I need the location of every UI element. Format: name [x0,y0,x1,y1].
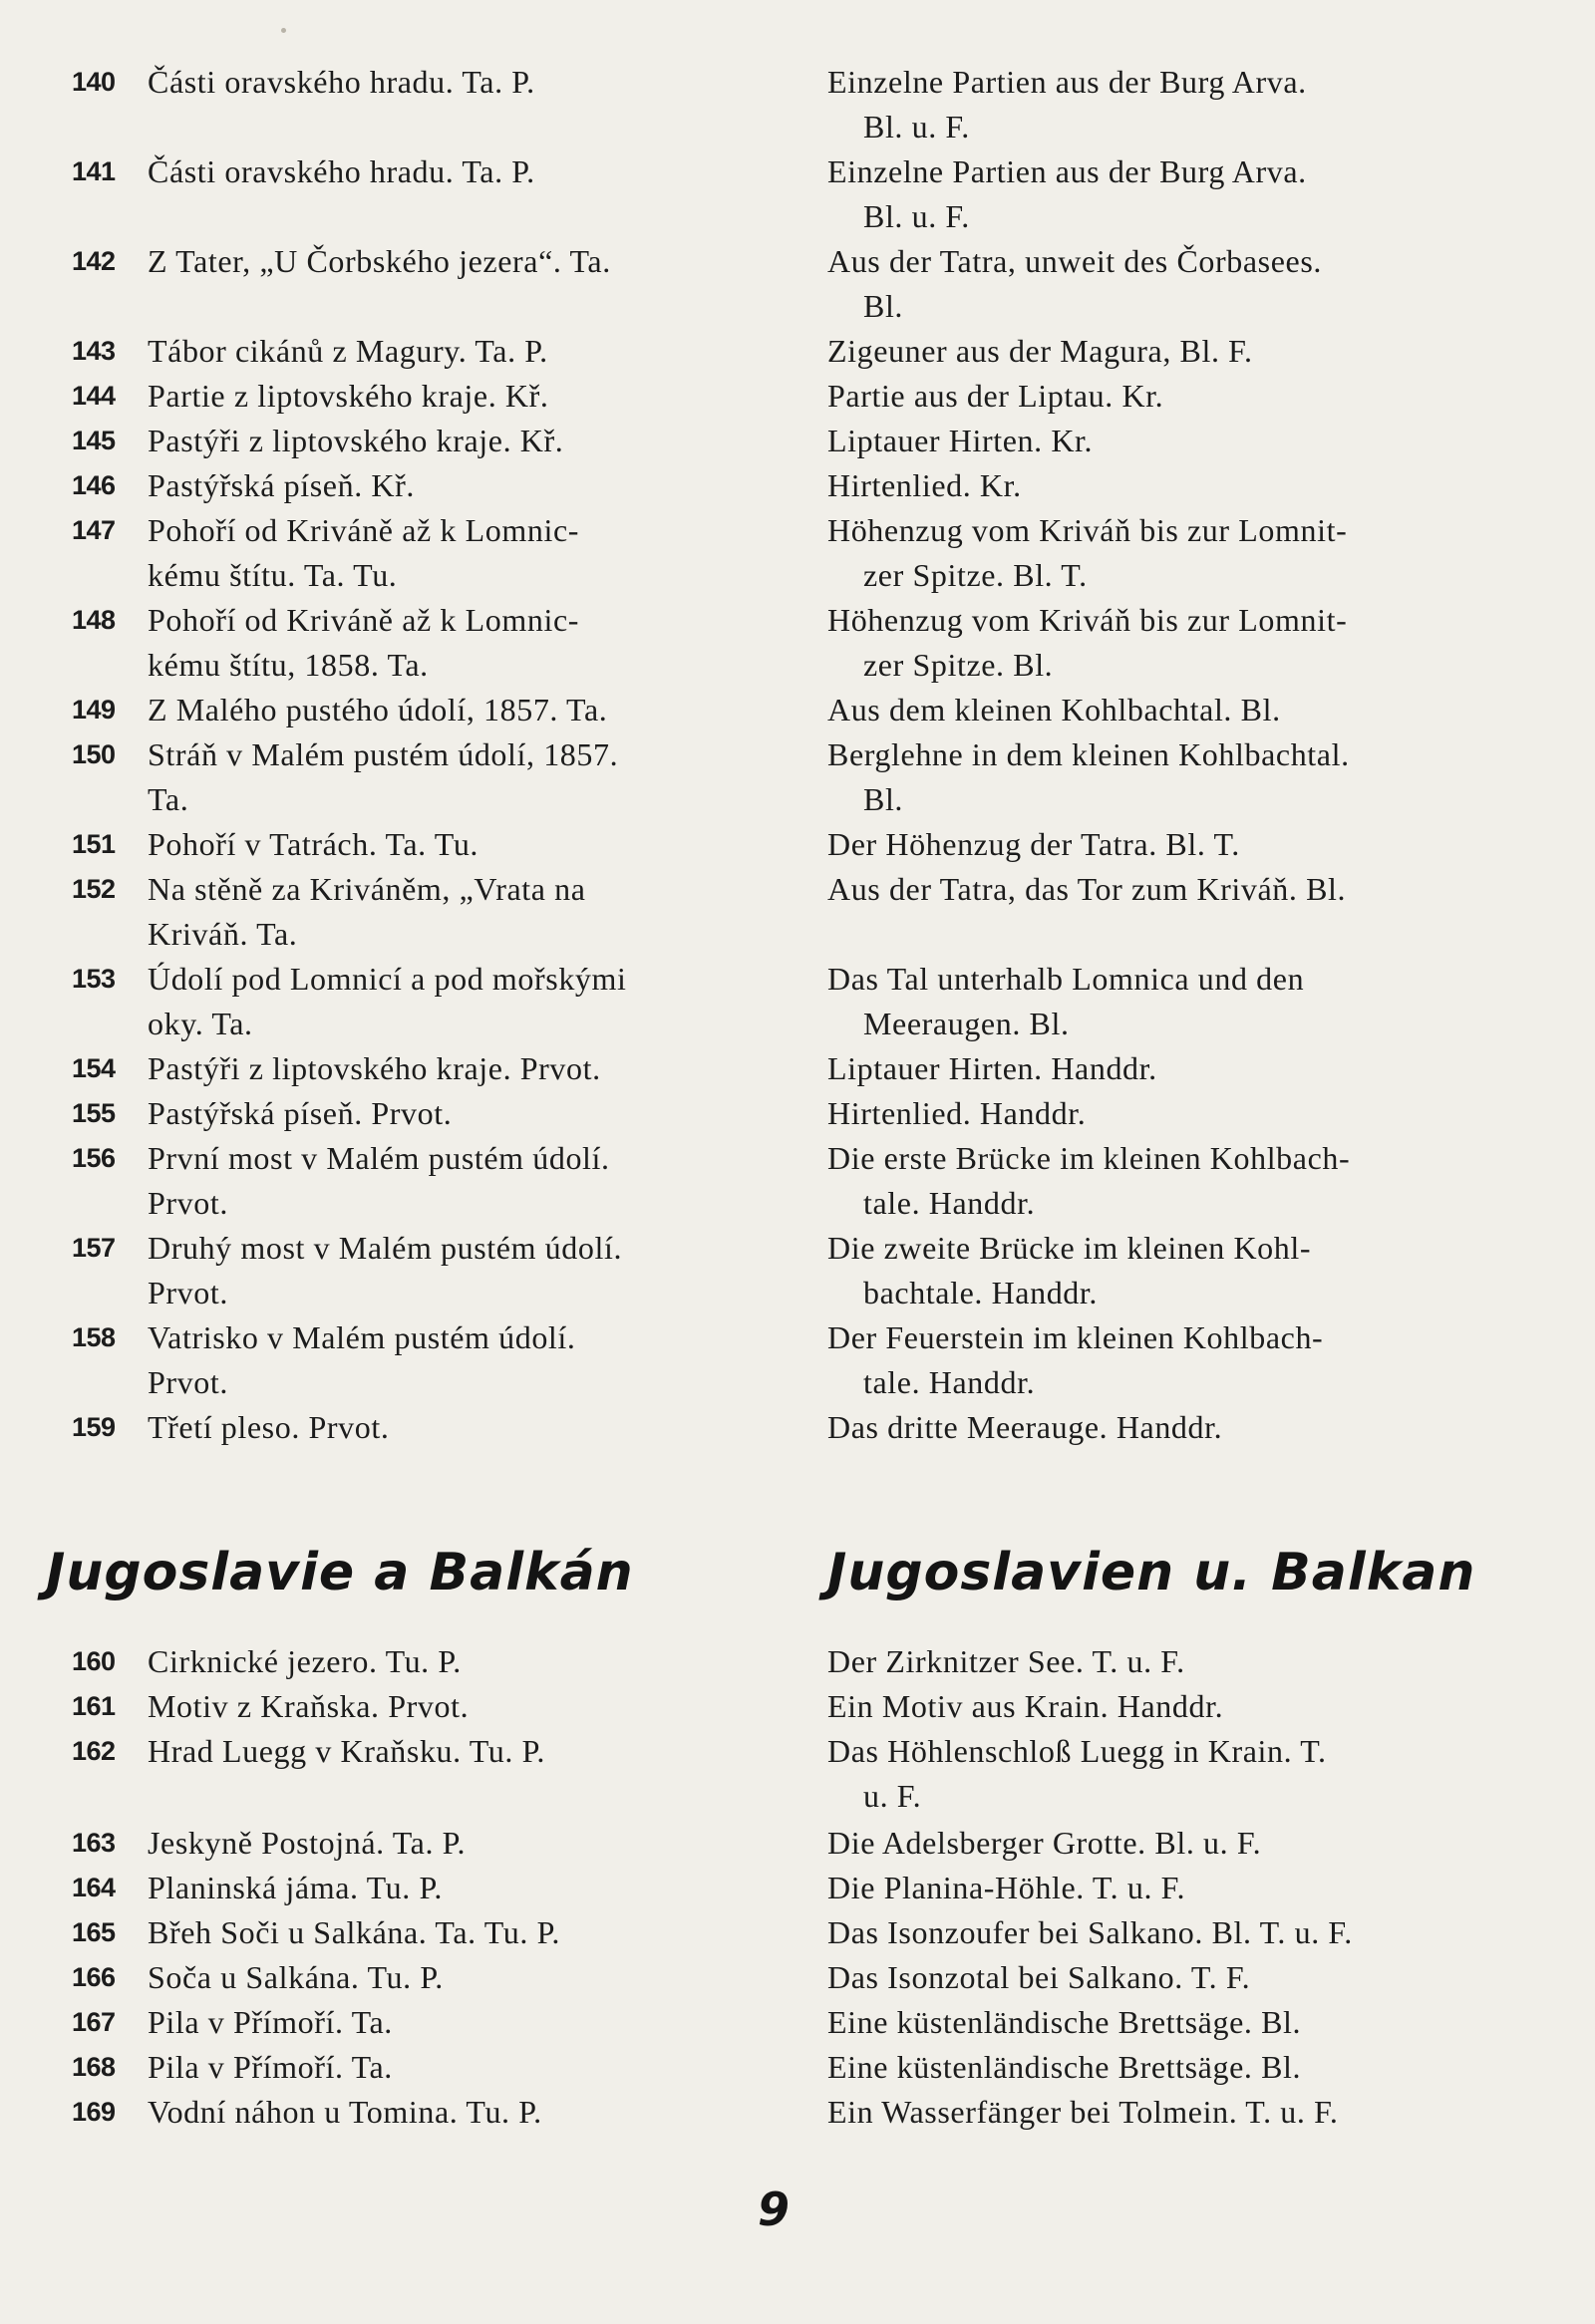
entry-title-german-line: Bl. [863,288,904,324]
entry-title-czech-line: Pila v Přímoří. Ta. [148,2004,393,2040]
entry-number: 150 [72,739,116,769]
entry-title-czech-line: Tábor cikánů z Magury. Ta. P. [148,333,548,369]
entry-title-czech-line: kému štítu, 1858. Ta. [148,647,429,683]
entry-title-czech-line: Soča u Salkána. Tu. P. [148,1959,444,1995]
entry-title-czech-line: Pohoří od Kriváně až k Lomnic- [148,512,579,548]
entry-title-german-line: Einzelne Partien aus der Burg Arva. [827,153,1307,189]
entry-title-czech-line: Pastýřská píseň. Kř. [148,467,415,503]
entry-number: 148 [72,605,116,635]
entry-title-german-line: zer Spitze. Bl. T. [863,557,1088,593]
entry-title-czech [148,598,835,688]
entry-title-german-line: Höhenzug vom Kriváň bis zur Lomnit- [827,512,1348,548]
entry-title-german [827,239,1540,329]
entry-title-czech-line: oky. Ta. [148,1006,253,1041]
entry-number: 158 [72,1322,116,1352]
entry-title-czech [148,2000,835,2045]
entry-title-german-line: Eine küstenländische Brettsäge. Bl. [827,2049,1302,2085]
entry-number: 169 [72,2097,116,2127]
entry-title-german [827,957,1540,1046]
entry-title-german-line: Eine küstenländische Brettsäge. Bl. [827,2004,1302,2040]
entry-title-czech-line: Části oravského hradu. Ta. P. [148,64,535,100]
entry-title-german-line: Das Tal unterhalb Lomnica und den [827,961,1305,997]
entry-title-german-line: Partie aus der Liptau. Kr. [827,378,1164,414]
entry-number: 142 [72,246,116,276]
entry-title-czech-line: Prvot. [148,1275,228,1310]
entry-title-czech [148,1091,835,1136]
section-heading-czech: Jugoslavie a Balkán [46,1543,634,1602]
entry-title-german-line: Aus dem kleinen Kohlbachtal. Bl. [827,692,1281,727]
entry-title-czech [148,1729,835,1774]
entry-title-german [827,1315,1540,1405]
entry-number: 165 [72,1917,116,1947]
entry-title-german-line: Die Adelsberger Grotte. Bl. u. F. [827,1825,1262,1861]
entry-title-german-line: Das Isonzotal bei Salkano. T. F. [827,1959,1251,1995]
section-heading-german: Jugoslavien u. Balkan [827,1543,1476,1602]
entry-title-german-line: Aus der Tatra, das Tor zum Kriváň. Bl. [827,871,1347,907]
entry-title-german [827,1639,1540,1684]
entry-title-german-line: u. F. [863,1778,922,1814]
page-number: 9 [758,2182,791,2236]
entry-title-czech-line: Části oravského hradu. Ta. P. [148,153,535,189]
entry-title-german [827,1684,1540,1729]
entry-title-german-line: Das Höhlenschloß Luegg in Krain. T. [827,1733,1327,1769]
entry-number: 141 [72,156,116,186]
entry-title-german [827,1405,1540,1450]
entry-title-czech [148,1910,835,1955]
entry-title-czech-line: Stráň v Malém pustém údolí, 1857. [148,736,619,772]
entry-title-german-line: tale. Handdr. [863,1185,1036,1221]
entry-title-czech [148,732,835,822]
entry-number: 168 [72,2052,116,2082]
entry-title-german [827,60,1540,149]
entry-number: 145 [72,426,116,455]
entry-title-german-line: Der Zirknitzer See. T. u. F. [827,1643,1185,1679]
entry-title-czech [148,1226,835,1315]
entry-title-czech-line: Jeskyně Postojná. Ta. P. [148,1825,467,1861]
entry-title-german [827,598,1540,688]
entry-title-german-line: Liptauer Hirten. Kr. [827,423,1094,458]
entry-title-czech-line: Pastýři z liptovského kraje. Prvot. [148,1050,601,1086]
entry-title-german [827,1955,1540,2000]
entry-title-czech [148,1405,835,1450]
entry-title-german [827,374,1540,419]
entry-title-czech [148,1821,835,1866]
entry-title-czech-line: Údolí pod Lomnicí a pod mořskými [148,961,627,997]
entry-title-german [827,419,1540,463]
entry-title-czech [148,463,835,508]
entry-number: 166 [72,1962,116,1992]
entry-number: 159 [72,1412,116,1442]
entry-title-czech-line: Třetí pleso. Prvot. [148,1409,390,1445]
entry-title-german-line: Ein Wasserfänger bei Tolmein. T. u. F. [827,2094,1339,2130]
entry-title-german [827,688,1540,732]
entry-title-czech-line: Pila v Přímoří. Ta. [148,2049,393,2085]
entry-title-czech-line: Prvot. [148,1364,228,1400]
entry-title-german [827,329,1540,374]
entry-title-czech-line: Pastýřská píseň. Prvot. [148,1095,453,1131]
entry-title-czech [148,1639,835,1684]
entry-title-czech-line: Motiv z Kraňska. Prvot. [148,1688,470,1724]
entry-number: 164 [72,1873,116,1902]
entry-number: 155 [72,1098,116,1128]
entry-title-german-line: Der Höhenzug der Tatra. Bl. T. [827,826,1240,862]
entry-title-czech-line: Z Tater, „U Čorbského jezera“. Ta. [148,243,611,279]
entry-number: 162 [72,1736,116,1766]
entry-title-german [827,732,1540,822]
entry-title-czech-line: Vatrisko v Malém pustém údolí. [148,1319,576,1355]
entry-title-czech [148,149,835,194]
entry-title-german [827,2045,1540,2090]
entry-title-czech-line: Ta. [148,781,189,817]
entry-title-czech [148,1315,835,1405]
entry-title-czech [148,2090,835,2135]
entry-title-czech [148,374,835,419]
entry-title-czech-line: Partie z liptovského kraje. Kř. [148,378,549,414]
entry-title-german-line: Die erste Brücke im kleinen Kohlbach- [827,1140,1351,1176]
entry-title-german [827,1091,1540,1136]
entry-title-german-line: Bl. u. F. [863,198,970,234]
entry-title-czech-line: Vodní náhon u Tomina. Tu. P. [148,2094,542,2130]
entry-title-german-line: Aus der Tatra, unweit des Čorbasees. [827,243,1322,279]
entry-title-german-line: Meeraugen. Bl. [863,1006,1070,1041]
entry-title-czech-line: Břeh Soči u Salkána. Ta. Tu. P. [148,1914,561,1950]
entry-title-german-line: Die zweite Brücke im kleinen Kohl- [827,1230,1312,1266]
entry-title-german [827,822,1540,867]
entry-title-czech [148,329,835,374]
entry-title-czech-line: Na stěně za Kriváněm, „Vrata na [148,871,586,907]
entry-title-czech [148,60,835,105]
entry-title-german [827,1226,1540,1315]
entry-number: 156 [72,1143,116,1173]
entry-title-german-line: Bl. u. F. [863,109,970,145]
entry-title-czech-line: Z Malého pustého údolí, 1857. Ta. [148,692,608,727]
entry-number: 160 [72,1646,116,1676]
entry-title-german [827,508,1540,598]
entry-title-czech [148,1136,835,1226]
entry-title-czech-line: Pastýři z liptovského kraje. Kř. [148,423,564,458]
entry-number: 144 [72,381,116,411]
paper-speck [281,28,286,33]
entry-title-german-line: Höhenzug vom Kriváň bis zur Lomnit- [827,602,1348,638]
entry-title-czech [148,1046,835,1091]
entry-title-czech-line: Planinská jáma. Tu. P. [148,1870,443,1905]
entry-title-german-line: tale. Handdr. [863,1364,1036,1400]
entry-title-czech-line: Kriváň. Ta. [148,916,298,952]
entry-title-czech [148,419,835,463]
entry-title-czech-line: První most v Malém pustém údolí. [148,1140,610,1176]
entry-title-czech [148,822,835,867]
entry-number: 143 [72,336,116,366]
entry-title-czech [148,1866,835,1910]
entry-title-german [827,2090,1540,2135]
entry-title-czech-line: Pohoří od Kriváně až k Lomnic- [148,602,579,638]
entry-number: 157 [72,1233,116,1263]
entry-title-german [827,1866,1540,1910]
entry-title-czech [148,1684,835,1729]
entry-number: 147 [72,515,116,545]
entry-number: 146 [72,470,116,500]
entry-title-czech [148,957,835,1046]
entry-title-czech [148,2045,835,2090]
entry-title-german [827,2000,1540,2045]
entry-number: 161 [72,1691,116,1721]
entry-title-german-line: Liptauer Hirten. Handdr. [827,1050,1157,1086]
entry-title-german [827,149,1540,239]
entry-title-german [827,867,1540,912]
entry-title-czech-line: kému štítu. Ta. Tu. [148,557,398,593]
entry-title-german-line: Einzelne Partien aus der Burg Arva. [827,64,1307,100]
entry-title-german-line: Ein Motiv aus Krain. Handdr. [827,1688,1224,1724]
entry-title-german-line: Das dritte Meerauge. Handdr. [827,1409,1223,1445]
entry-number: 167 [72,2007,116,2037]
entry-number: 151 [72,829,116,859]
entry-title-german-line: Die Planina-Höhle. T. u. F. [827,1870,1186,1905]
entry-title-german [827,1910,1540,1955]
entry-title-german-line: Das Isonzoufer bei Salkano. Bl. T. u. F. [827,1914,1353,1950]
entry-title-czech-line: Pohoří v Tatrách. Ta. Tu. [148,826,479,862]
entry-title-czech-line: Prvot. [148,1185,228,1221]
entry-title-german-line: Hirtenlied. Kr. [827,467,1022,503]
entry-title-german-line: Zigeuner aus der Magura, Bl. F. [827,333,1253,369]
entry-title-german-line: Hirtenlied. Handdr. [827,1095,1087,1131]
entry-title-german [827,1821,1540,1866]
entry-title-german-line: Bl. [863,781,904,817]
entry-title-czech [148,1955,835,2000]
entry-title-german [827,1729,1540,1819]
entry-title-german [827,1136,1540,1226]
entry-title-german [827,463,1540,508]
entry-title-czech-line: Druhý most v Malém pustém údolí. [148,1230,623,1266]
entry-title-german-line: Der Feuerstein im kleinen Kohlbach- [827,1319,1324,1355]
entry-title-german-line: Berglehne in dem kleinen Kohlbachtal. [827,736,1350,772]
entry-number: 140 [72,67,116,97]
entry-title-german [827,1046,1540,1091]
entry-number: 163 [72,1828,116,1858]
entry-title-czech-line: Cirknické jezero. Tu. P. [148,1643,462,1679]
entry-number: 149 [72,695,116,725]
entry-title-czech-line: Hrad Luegg v Kraňsku. Tu. P. [148,1733,546,1769]
entry-title-german-line: bachtale. Handdr. [863,1275,1098,1310]
entry-number: 152 [72,874,116,904]
entry-number: 153 [72,964,116,994]
entry-number: 154 [72,1053,116,1083]
entry-title-czech [148,688,835,732]
entry-title-german-line: zer Spitze. Bl. [863,647,1054,683]
entry-title-czech [148,239,835,284]
entry-title-czech [148,508,835,598]
entry-title-czech [148,867,835,957]
